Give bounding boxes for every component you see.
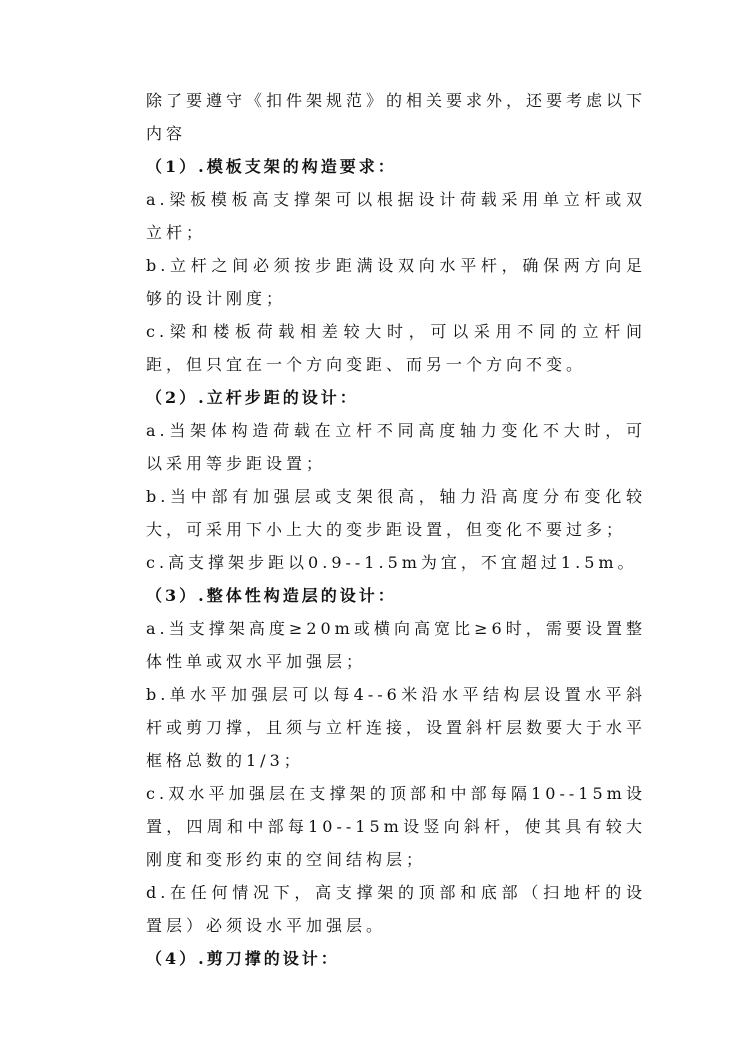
section-4-heading: （4）.剪刀撑的设计： [146, 949, 340, 968]
section-1-item-c: c.梁和楼板荷载相差较大时，可以采用不同的立杆间距，但只宜在一个方向变距、而另一个方向不变。 [146, 322, 646, 374]
section-3-item-b: b.单水平加强层可以每4--6米沿水平结构层设置水平斜杆或剪刀撑，且须与立杆连接，设置斜杆层数要大于水平框格总数的1/3； [146, 685, 647, 770]
section-2-heading: （2）.立杆步距的设计： [146, 388, 359, 407]
section-2-item-c: c.高支撑架步距以0.9--1.5m为宜，不宜超过1.5m。 [146, 553, 638, 572]
document-page [146, 84, 646, 975]
section-3-item-d: d.在任何情况下，高支撑架的顶部和底部（扫地杆的设置层）必须设水平加强层。 [146, 883, 646, 935]
section-1-item-b: b.立杆之间必须按步距满设双向水平杆，确保两方向足够的设计刚度； [146, 256, 646, 308]
intro-paragraph: 除了要遵守《扣件架规范》的相关要求外，还要考虑以下内容 [146, 91, 647, 143]
section-3-heading: （3）.整体性构造层的设计： [146, 586, 397, 605]
section-1-heading: （1）.模板支架的构造要求： [146, 157, 397, 176]
section-2-item-a: a.当架体构造荷载在立杆不同高度轴力变化不大时，可以采用等步距设置； [146, 421, 646, 473]
section-3-item-a: a.当支撑架高度≥20m或横向高宽比≥6时，需要设置整体性单或双水平加强层； [146, 619, 646, 671]
section-1-item-a: a.梁板模板高支撑架可以根据设计荷载采用单立杆或双立杆； [146, 190, 646, 242]
section-3-item-c: c.双水平加强层在支撑架的顶部和中部每隔10--15m设置，四周和中部每10--15m设竖向斜杆，使其具有较大刚度和变形约束的空间结构层； [146, 784, 646, 869]
section-2-item-b: b.当中部有加强层或支架很高，轴力沿高度分布变化较大，可采用下小上大的变步距设置，但变化不要过多； [146, 487, 646, 539]
